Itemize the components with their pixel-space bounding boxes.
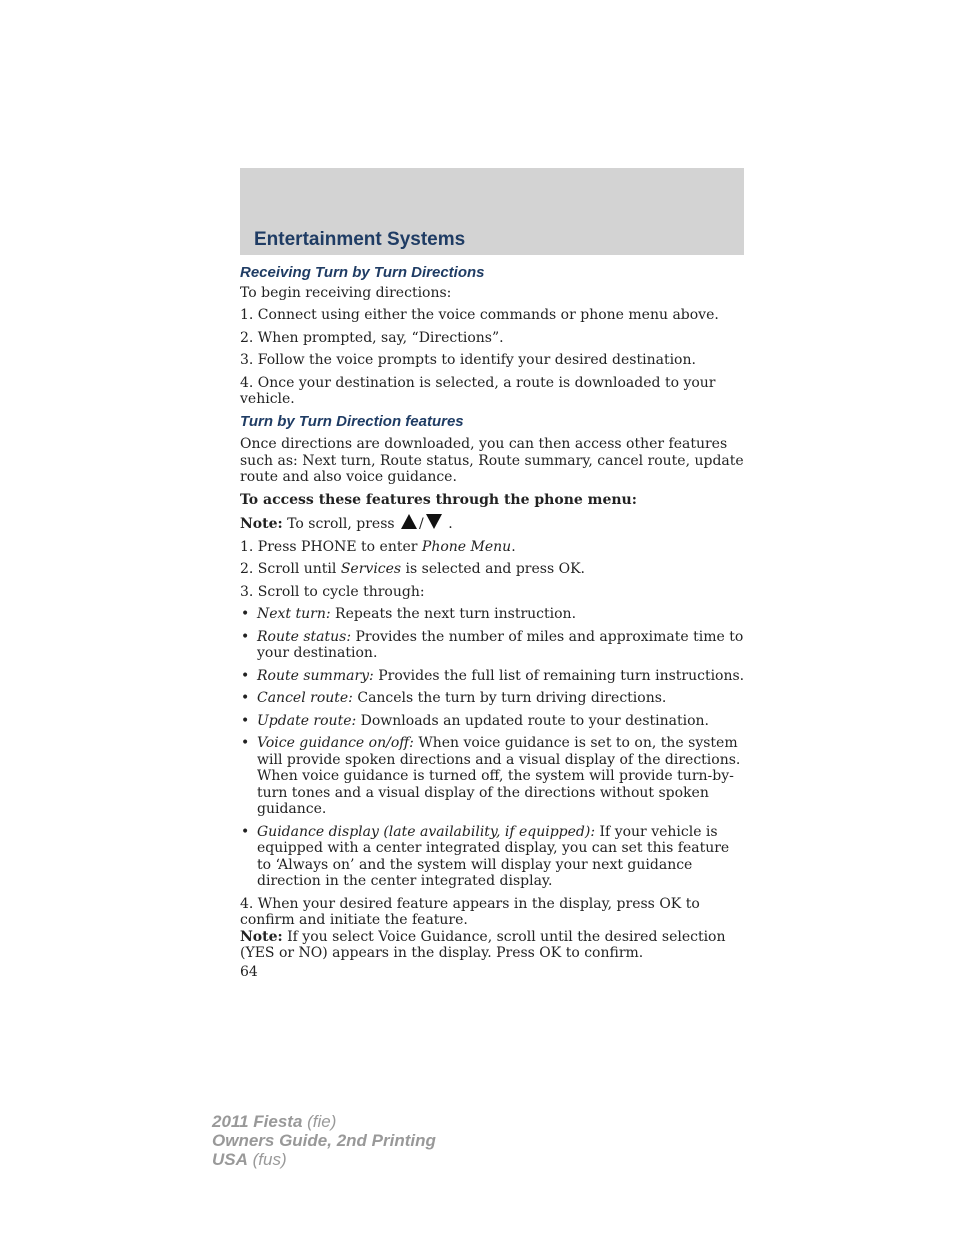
phone-step-2-italic: Services	[340, 561, 402, 577]
bullet-term: Cancel route:	[257, 690, 353, 706]
bullet-term: Guidance display (late availability, if equipped):	[257, 823, 596, 840]
footer-model: 2011 Fiesta	[212, 1112, 303, 1131]
bullet-text: Repeats the next turn instruction.	[330, 606, 577, 622]
note2-text: If you select Voice Guidance, scroll until the desired selection (YES or NO) appears in the display. Press OK to confirm.	[240, 928, 726, 961]
bullet-term: Route status:	[257, 628, 352, 645]
list-item: • Cancel route: Cancels the turn by turn driving directions.	[241, 690, 667, 706]
access-heading: To access these features through the phone menu:	[240, 491, 637, 508]
heading-direction-features: Turn by Turn Direction features	[240, 412, 464, 430]
phone-step-1-suffix: .	[511, 538, 516, 555]
list-item: • Guidance display (late availability, if equipped): If your vehicle is equipped with a center integrated display, you can set this feature to ‘Always on’ and the system will display your next guidance direction in the center integrated display.	[241, 823, 730, 889]
page-content	[240, 265, 746, 980]
phone-step-2-suffix: is selected and press OK.	[401, 561, 585, 577]
footer-model-code: (fie)	[302, 1112, 337, 1131]
phone-step-4: 4. When your desired feature appears in the display, press OK to confirm and initiate the feature.	[240, 895, 700, 928]
heading-receiving-directions: Receiving Turn by Turn Directions	[240, 264, 485, 281]
document-footer	[212, 1112, 436, 1169]
step-4: 4. Once your destination is selected, a route is downloaded to your vehicle.	[240, 374, 716, 407]
bullet-text: Provides the full list of remaining turn instructions.	[373, 667, 745, 684]
step-2: 2. When prompted, say, “Directions”.	[240, 329, 504, 346]
voice-guidance-note	[240, 929, 746, 962]
bullet-term: Update route:	[257, 712, 357, 729]
section-title: Entertainment Systems	[254, 229, 466, 250]
up-arrow-icon	[401, 514, 417, 529]
bullet-text: When voice guidance is set to on, the system will provide spoken directions and a visual display of the directions. When voice guidance is turned off, the system will provide turn-by-turn tones and a visual display of the directions without spoken guidance.	[257, 735, 741, 817]
list-item: • Route status: Provides the number of miles and approximate time to your destination.	[241, 628, 744, 661]
footer-line-3	[212, 1150, 436, 1169]
phone-step-1-italic: Phone Menu	[421, 538, 512, 555]
list-item: • Update route: Downloads an updated route to your destination.	[241, 712, 709, 729]
footer-market: USA	[212, 1150, 248, 1169]
bullet-text: If your vehicle is equipped with a center integrated display, you can set this feature to ‘Always on’ and the system will display your next guidance direction in the center integrated display.	[257, 823, 730, 889]
list-item: • Route summary: Provides the full list of remaining turn instructions.	[241, 667, 745, 684]
phone-step-1	[240, 539, 746, 556]
page-number: 64	[240, 963, 258, 980]
phone-step-3: 3. Scroll to cycle through:	[240, 583, 425, 600]
bullet-term: Voice guidance on/off:	[257, 735, 414, 751]
footer-line-1	[212, 1112, 436, 1131]
list-item: • Next turn: Repeats the next turn instruction.	[241, 606, 577, 622]
footer-market-code: (fus)	[247, 1150, 287, 1169]
step-1: 1. Connect using either the voice commands or phone menu above.	[240, 307, 719, 323]
intro-receiving: To begin receiving directions:	[240, 284, 452, 301]
step-3: 3. Follow the voice prompts to identify your desired destination.	[240, 352, 696, 368]
bullet-text: Downloads an updated route to your destination.	[356, 712, 709, 729]
footer-line-2: Owners Guide, 2nd Printing	[212, 1131, 436, 1150]
phone-step-1-prefix: 1. Press PHONE to enter	[240, 538, 422, 555]
note-separator: /	[419, 516, 424, 532]
bullet-text: Provides the number of miles and approximate time to your destination.	[257, 628, 744, 661]
bullet-term: Next turn:	[257, 606, 331, 622]
bullet-text: Cancels the turn by turn driving directions.	[352, 690, 667, 706]
note2-label: Note:	[240, 928, 283, 945]
note-label: Note:	[240, 516, 283, 532]
down-arrow-icon	[426, 514, 442, 529]
section-header-band	[240, 168, 744, 255]
scroll-note	[240, 514, 746, 533]
note-text: To scroll, press	[287, 516, 395, 532]
phone-step-2-prefix: 2. Scroll until	[240, 561, 341, 577]
phone-step-2	[240, 561, 746, 578]
list-item: • Voice guidance on/off: When voice guidance is set to on, the system will provide spoken directions and a visual display of the directions. When voice guidance is turned off, the system will provide turn-by-turn tones and a visual display of the directions without spoken guidance.	[241, 735, 741, 817]
note-end: .	[448, 516, 453, 532]
bullet-term: Route summary:	[257, 667, 374, 684]
intro-features: Once directions are downloaded, you can then access other features such as: Next turn, Route status, Route summary, cancel route, update route and also voice guidance.	[240, 436, 744, 485]
